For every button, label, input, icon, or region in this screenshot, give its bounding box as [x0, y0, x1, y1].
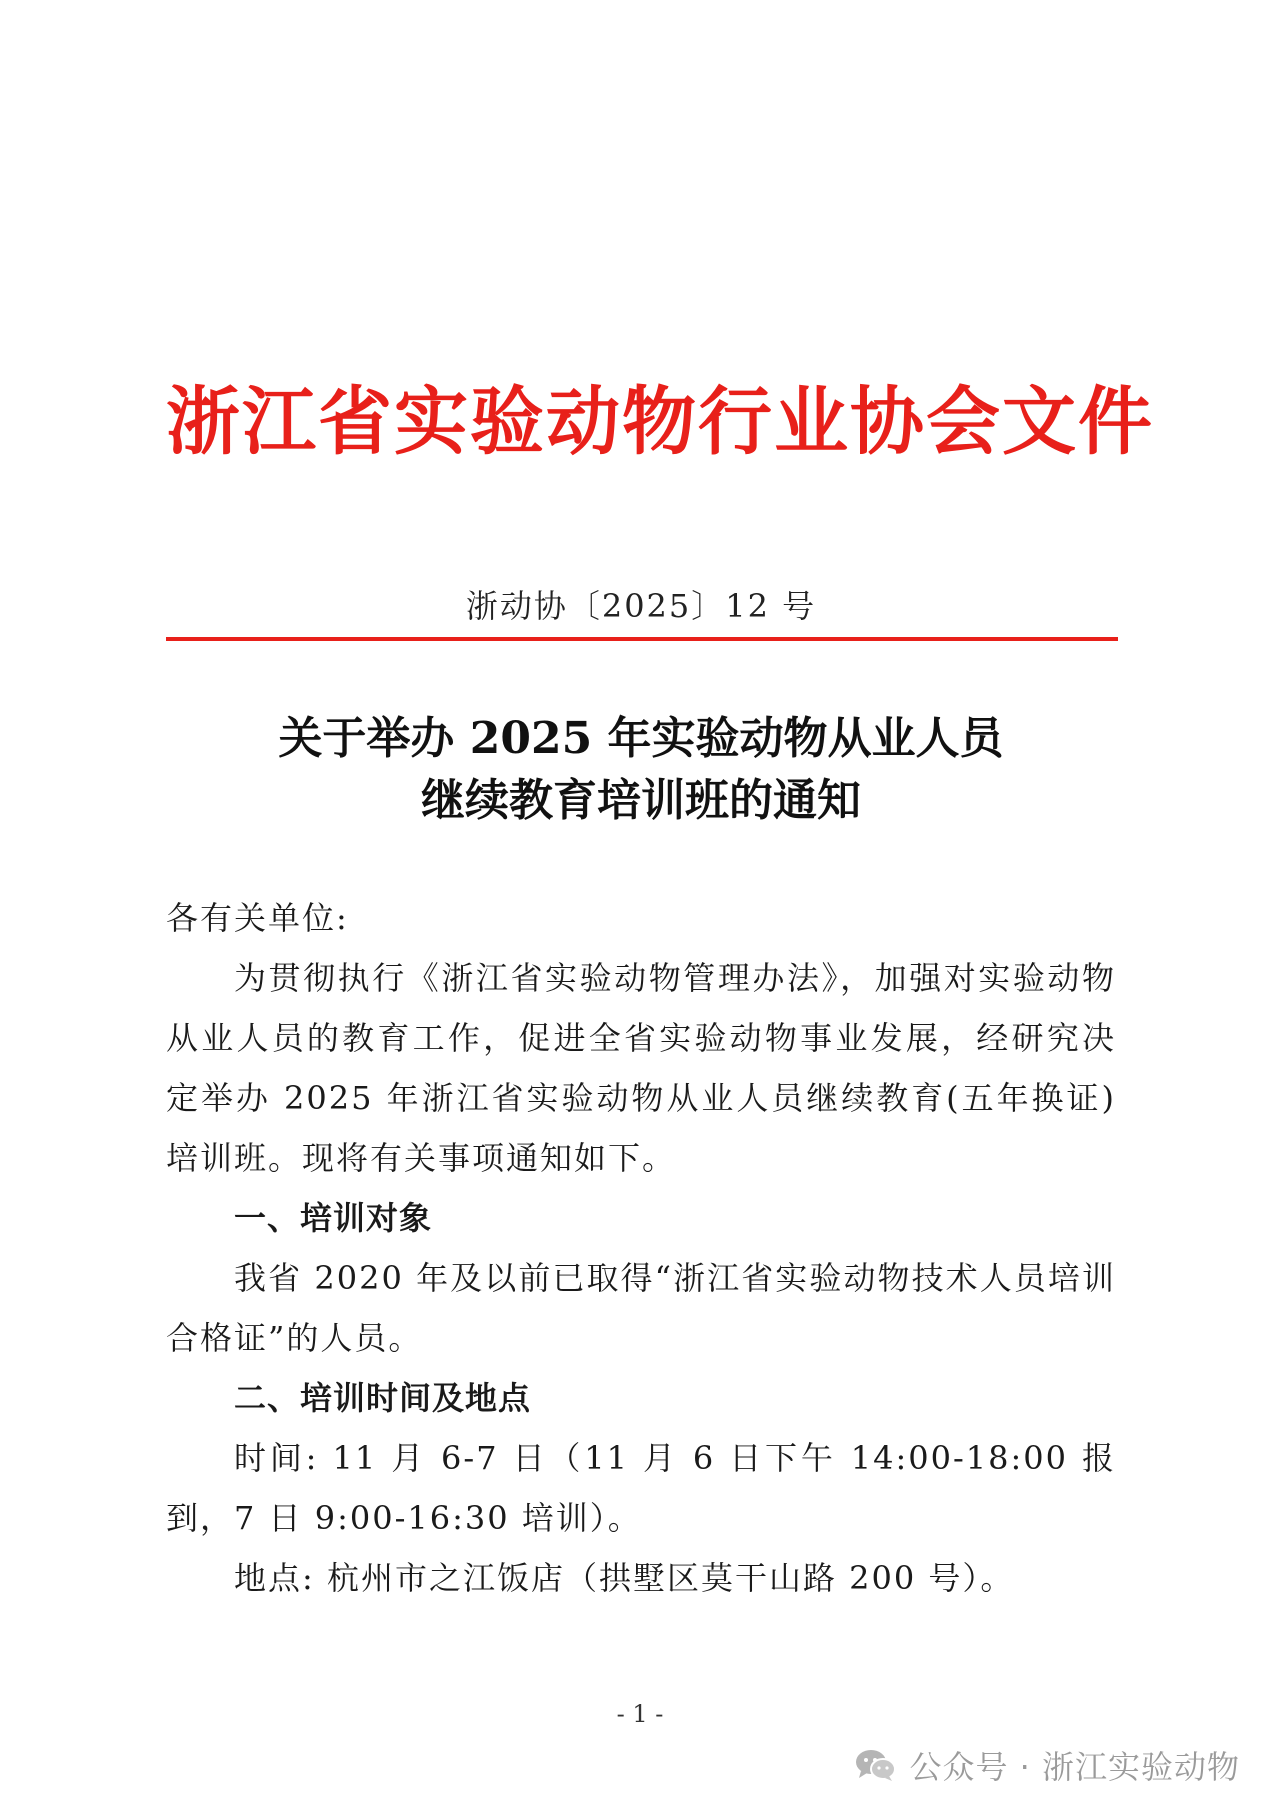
intro-paragraph: 为贯彻执行《浙江省实验动物管理办法》，加强对实验动物从业人员的教育工作，促进全省实验动物事业发展，经研究决定举办 2025 年浙江省实验动物从业人员继续教育(五年换证)培训班。现将有关事项通知如下。 [166, 959, 1116, 1177]
notice-title [166, 708, 1116, 832]
notice-title-line-2: 继续教育培训班的通知 [421, 775, 861, 826]
wechat-icon [855, 1747, 897, 1783]
watermark-text: 公众号 · 浙江实验动物 [909, 1748, 1240, 1786]
section-heading-time-place: 二、培训时间及地点 [234, 1379, 532, 1417]
training-target-paragraph: 我省 2020 年及以前已取得“浙江省实验动物技术人员培训合格证”的人员。 [166, 1259, 1116, 1357]
notice-title-line-1: 关于举办 2025 年实验动物从业人员 [278, 713, 1004, 764]
document-number: 浙动协〔2025〕12 号 [465, 587, 817, 625]
salutation: 各有关单位: [166, 899, 349, 937]
training-time-paragraph: 时间: 11 月 6-7 日（11 月 6 日下午 14:00-18:00 报到，7 日 9:00-16:30 培训）。 [166, 1439, 1116, 1537]
red-divider-line [166, 637, 1118, 641]
document-header-title: 浙江省实验动物行业协会文件 [166, 379, 1154, 465]
training-place-paragraph: 地点: 杭州市之江饭店（拱墅区莫干山路 200 号）。 [234, 1559, 1015, 1597]
wechat-watermark [855, 1742, 1240, 1788]
section-heading-training-target: 一、培训对象 [234, 1199, 433, 1237]
page-number: - 1 - [616, 1700, 664, 1728]
document-body [166, 888, 1116, 1608]
